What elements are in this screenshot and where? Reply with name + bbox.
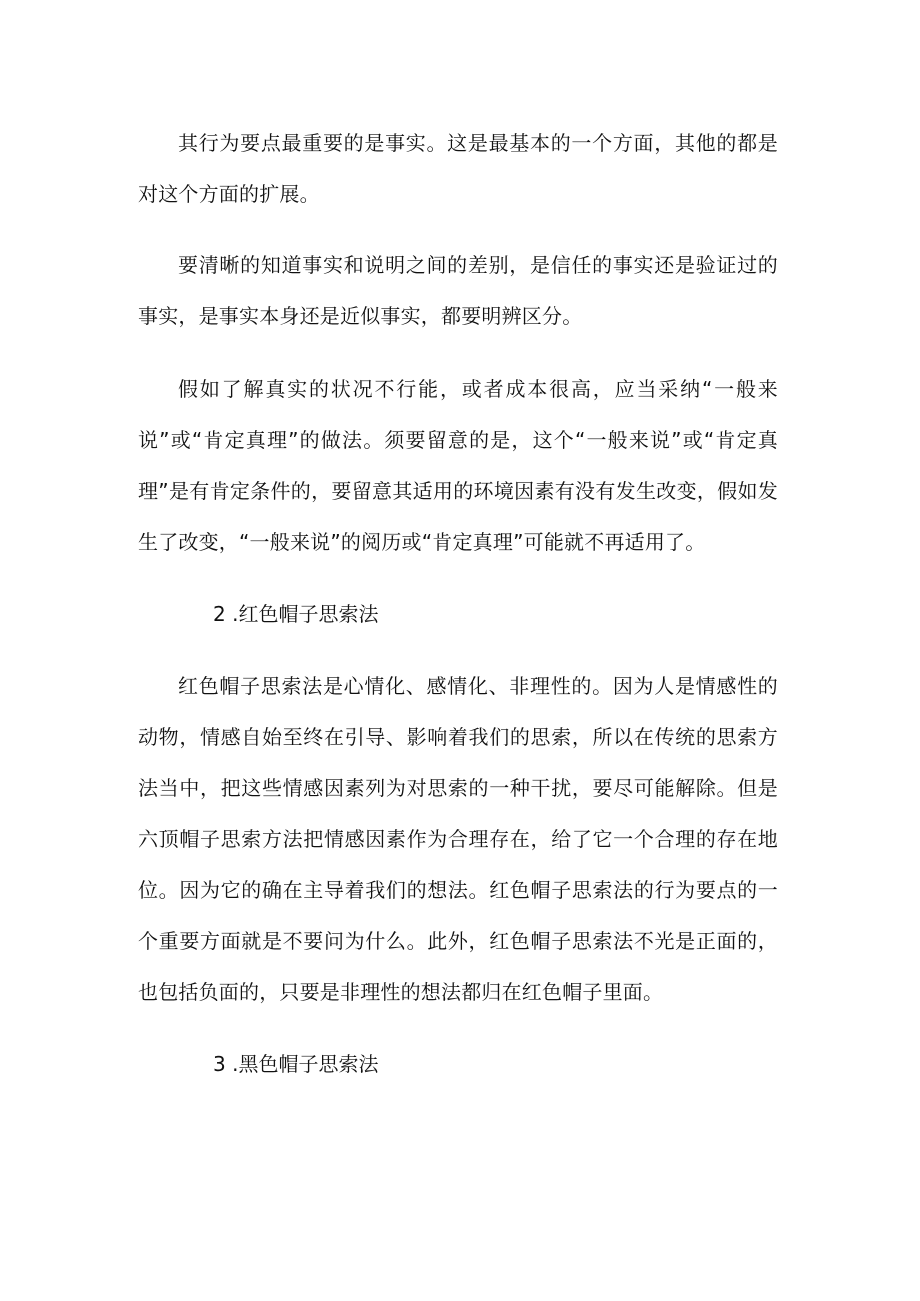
paragraph-red-hat-body: 红色帽子思索法是心情化、感情化、非理性的。因为人是情感性的动物，情感自始至终在引导、影响着我们的思索，所以在传统的思索方法当中，把这些情感因素列为对思索的一种干扰，要尽可能解除。但是六顶帽子思索方法把情感因素作为合理存在，给了它一个合理的存在地位。因为它的确在主导着我们的想法。红色帽子思索法的行为要点的一个重要方面就是不要问为什么。此外，红色帽子思索法不光是正面的，也包括负面的，只要是非理性的想法都归在红色帽子里面。 <box>138 674 778 1004</box>
section-heading-red-hat: 2 .红色帽子思索法 <box>213 602 379 626</box>
document-body <box>138 118 778 1090</box>
paragraph-facts-key-point: 其行为要点最重要的是事实。这是最基本的一个方面，其他的都是对这个方面的扩展。 <box>138 131 778 206</box>
section-heading-black-hat: 3 .黑色帽子思索法 <box>213 1052 379 1076</box>
paragraph-facts-vs-explanation: 要清晰的知道事实和说明之间的差别，是信任的事实还是验证过的事实，是事实本身还是近似事实，都要明辨区分。 <box>138 253 778 328</box>
paragraph-general-rule: 假如了解真实的状况不行能，或者成本很高，应当采纳“一般来说”或“肯定真理”的做法。须要留意的是，这个“一般来说”或“肯定真理”是有肯定条件的，要留意其适用的环境因素有没有发生改变，假如发生了改变，“一般来说”的阅历或“肯定真理”可能就不再适用了。 <box>138 377 778 554</box>
